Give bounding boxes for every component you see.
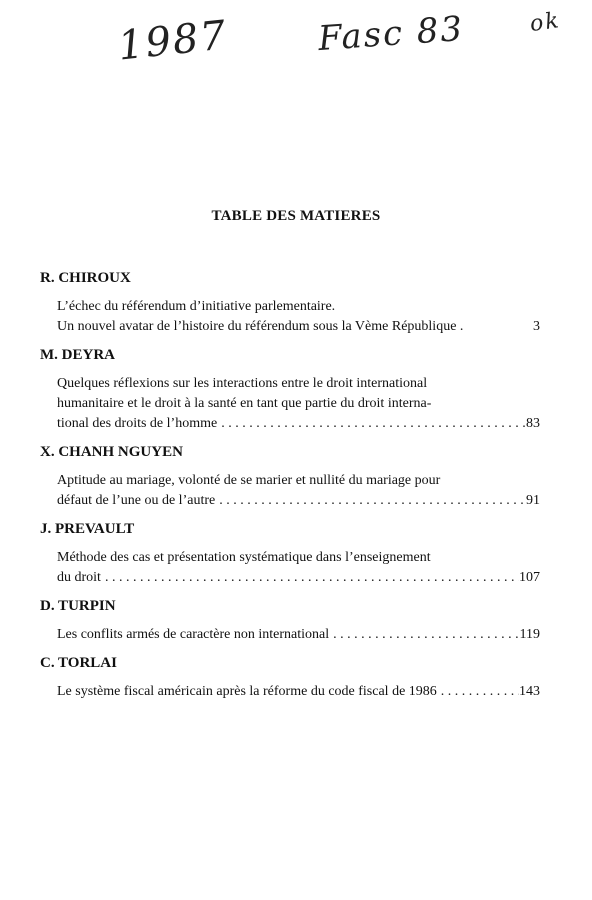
toc-entry-line: L’échec du référendum d’initiative parlementaire. (57, 299, 336, 314)
toc-entry (57, 625, 540, 645)
toc-entry (57, 297, 540, 337)
toc-author: D. TURPIN (40, 598, 116, 614)
toc-entry-line: Quelques réflexions sur les interactions entre le droit international (57, 376, 428, 391)
toc-entry-last-line (57, 414, 540, 434)
toc-page-number: 3 (533, 319, 540, 334)
toc-section (40, 521, 540, 588)
toc-entry-last-line (57, 568, 540, 588)
handwritten-year: 1987 (115, 12, 230, 70)
toc-entry (57, 374, 540, 434)
toc-page-number: 143 (519, 684, 540, 699)
toc-page-number: 83 (526, 416, 540, 431)
toc-entry-last-line (57, 317, 540, 337)
toc-author: X. CHANH NGUYEN (40, 444, 183, 460)
handwritten-annotations (0, 0, 592, 110)
toc-page-number: 107 (519, 570, 540, 585)
toc-entry-line: du droit (57, 570, 101, 585)
toc-section (40, 347, 540, 434)
page-title: TABLE DES MATIERES (211, 208, 381, 224)
handwritten-ok-mark: ok (528, 7, 563, 38)
dot-leader (101, 568, 519, 588)
toc-section (40, 598, 540, 645)
dot-leader (217, 414, 526, 434)
toc-entry-line: Le système fiscal américain après la réforme du code fiscal de 1986 (57, 684, 437, 699)
toc-entry-line: Les conflits armés de caractère non international (57, 627, 330, 642)
toc-entry-last-line (57, 682, 540, 702)
dot-leader (437, 682, 519, 702)
toc-entry-last-line (57, 625, 540, 645)
toc-entry-line: défaut de l’une ou de l’autre (57, 493, 216, 508)
toc-entry (57, 548, 540, 588)
dot-leader (329, 625, 519, 645)
toc-section (40, 444, 540, 511)
toc-author: M. DEYRA (40, 347, 115, 363)
toc-page-number: 119 (519, 627, 540, 642)
toc-section (40, 655, 540, 702)
handwritten-fascicle: Fasc 83 (316, 8, 466, 60)
toc-entry-line: humanitaire et le droit à la santé en tant que partie du droit interna- (57, 396, 432, 411)
toc-entry-line: Un nouvel avatar de l’histoire du référendum sous la Vème République . (57, 319, 464, 334)
toc-entry (57, 471, 540, 511)
dot-leader (215, 491, 526, 511)
table-of-contents (40, 270, 540, 712)
toc-entry-last-line (57, 491, 540, 511)
toc-author: R. CHIROUX (40, 270, 131, 286)
toc-entry-line: Méthode des cas et présentation systématique dans l’enseignement (57, 550, 431, 565)
toc-author: C. TORLAI (40, 655, 117, 671)
toc-entry-line: tional des droits de l’homme (57, 416, 218, 431)
toc-author: J. PREVAULT (40, 521, 135, 537)
toc-entry (57, 682, 540, 702)
toc-page-number: 91 (526, 493, 540, 508)
toc-section (40, 270, 540, 337)
toc-entry-line: Aptitude au mariage, volonté de se marier et nullité du mariage pour (57, 473, 441, 488)
